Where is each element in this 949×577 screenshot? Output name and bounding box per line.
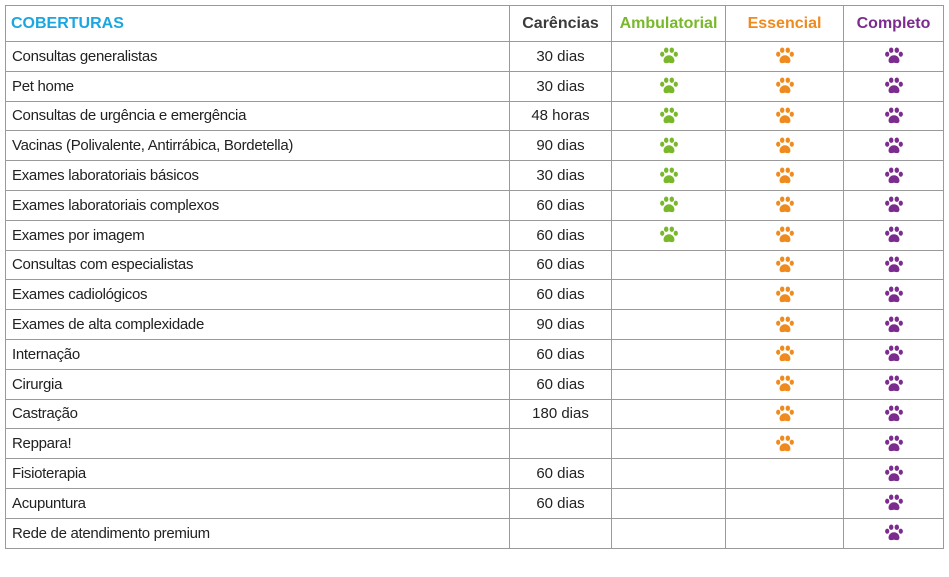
cell-completo: [844, 429, 944, 459]
paw-print-icon: [775, 435, 795, 453]
cell-completo: [844, 190, 944, 220]
paw-print-icon: [884, 524, 904, 542]
table-row: [6, 101, 944, 131]
cell-completo: [844, 280, 944, 310]
table-row: [6, 250, 944, 280]
paw-print-icon: [884, 47, 904, 65]
cell-essencial: [726, 161, 844, 191]
cell-essencial: [726, 220, 844, 250]
coverage-name: Exames laboratoriais básicos: [6, 161, 510, 191]
cell-ambulatorial: [612, 459, 726, 489]
cell-completo: [844, 131, 944, 161]
cell-ambulatorial: [612, 250, 726, 280]
cell-ambulatorial: [612, 488, 726, 518]
cell-ambulatorial: [612, 131, 726, 161]
table-row: [6, 71, 944, 101]
paw-print-icon: [659, 167, 679, 185]
table-row: [6, 161, 944, 191]
cell-ambulatorial: [612, 101, 726, 131]
table-row: [6, 399, 944, 429]
cell-essencial: [726, 399, 844, 429]
paw-print-icon: [884, 256, 904, 274]
waiting-period: 48 horas: [510, 101, 612, 131]
cell-essencial: [726, 429, 844, 459]
cell-essencial: [726, 250, 844, 280]
table-row: [6, 339, 944, 369]
paw-print-icon: [775, 77, 795, 95]
paw-print-icon: [775, 375, 795, 393]
cell-essencial: [726, 42, 844, 72]
paw-print-icon: [884, 375, 904, 393]
waiting-period: 60 dias: [510, 339, 612, 369]
coverage-table: [5, 5, 944, 549]
cell-completo: [844, 71, 944, 101]
cell-completo: [844, 310, 944, 340]
waiting-period: 90 dias: [510, 310, 612, 340]
paw-print-icon: [775, 226, 795, 244]
cell-ambulatorial: [612, 339, 726, 369]
cell-completo: [844, 250, 944, 280]
paw-print-icon: [884, 107, 904, 125]
paw-print-icon: [884, 316, 904, 334]
waiting-period: 60 dias: [510, 459, 612, 489]
cell-ambulatorial: [612, 518, 726, 548]
coverage-name: Fisioterapia: [6, 459, 510, 489]
cell-ambulatorial: [612, 42, 726, 72]
waiting-period: 30 dias: [510, 42, 612, 72]
cell-essencial: [726, 71, 844, 101]
coverage-name: Acupuntura: [6, 488, 510, 518]
header-waiting-period: Carências: [510, 6, 612, 42]
coverage-name: Exames de alta complexidade: [6, 310, 510, 340]
header-plan-essencial: Essencial: [726, 6, 844, 42]
paw-print-icon: [775, 256, 795, 274]
paw-print-icon: [884, 435, 904, 453]
waiting-period: 180 dias: [510, 399, 612, 429]
paw-print-icon: [884, 226, 904, 244]
paw-print-icon: [884, 137, 904, 155]
cell-ambulatorial: [612, 310, 726, 340]
paw-print-icon: [775, 196, 795, 214]
coverage-name: Reppara!: [6, 429, 510, 459]
paw-print-icon: [884, 465, 904, 483]
table-row: [6, 369, 944, 399]
cell-essencial: [726, 190, 844, 220]
coverage-name: Consultas com especialistas: [6, 250, 510, 280]
cell-essencial: [726, 131, 844, 161]
cell-essencial: [726, 369, 844, 399]
coverage-name: Consultas generalistas: [6, 42, 510, 72]
paw-print-icon: [884, 167, 904, 185]
cell-essencial: [726, 339, 844, 369]
table-row: [6, 488, 944, 518]
coverage-name: Exames laboratoriais complexos: [6, 190, 510, 220]
table-row: [6, 459, 944, 489]
header-coverage: COBERTURAS: [6, 6, 510, 42]
cell-ambulatorial: [612, 161, 726, 191]
cell-ambulatorial: [612, 280, 726, 310]
cell-completo: [844, 42, 944, 72]
paw-print-icon: [659, 107, 679, 125]
coverage-name: Castração: [6, 399, 510, 429]
waiting-period: 60 dias: [510, 190, 612, 220]
cell-ambulatorial: [612, 220, 726, 250]
table-row: [6, 310, 944, 340]
cell-completo: [844, 369, 944, 399]
waiting-period: 60 dias: [510, 250, 612, 280]
paw-print-icon: [659, 196, 679, 214]
cell-ambulatorial: [612, 71, 726, 101]
paw-print-icon: [659, 77, 679, 95]
cell-ambulatorial: [612, 399, 726, 429]
paw-print-icon: [659, 47, 679, 65]
paw-print-icon: [884, 196, 904, 214]
header-plan-completo: Completo: [844, 6, 944, 42]
waiting-period: [510, 429, 612, 459]
table-row: [6, 42, 944, 72]
cell-essencial: [726, 518, 844, 548]
header-plan-ambulatorial: Ambulatorial: [612, 6, 726, 42]
table-row: [6, 280, 944, 310]
cell-ambulatorial: [612, 190, 726, 220]
waiting-period: 60 dias: [510, 488, 612, 518]
cell-essencial: [726, 101, 844, 131]
cell-completo: [844, 161, 944, 191]
cell-completo: [844, 220, 944, 250]
table-row: [6, 220, 944, 250]
paw-print-icon: [775, 137, 795, 155]
paw-print-icon: [775, 47, 795, 65]
paw-print-icon: [775, 107, 795, 125]
cell-essencial: [726, 488, 844, 518]
header-row: [6, 6, 944, 42]
coverage-name: Consultas de urgência e emergência: [6, 101, 510, 131]
coverage-name: Pet home: [6, 71, 510, 101]
waiting-period: [510, 518, 612, 548]
table-row: [6, 190, 944, 220]
paw-print-icon: [884, 345, 904, 363]
paw-print-icon: [775, 345, 795, 363]
paw-print-icon: [884, 405, 904, 423]
cell-essencial: [726, 459, 844, 489]
table-row: [6, 429, 944, 459]
table-row: [6, 518, 944, 548]
paw-print-icon: [659, 137, 679, 155]
coverage-name: Vacinas (Polivalente, Antirrábica, Bordetella): [6, 131, 510, 161]
cell-completo: [844, 399, 944, 429]
paw-print-icon: [884, 494, 904, 512]
cell-essencial: [726, 310, 844, 340]
cell-completo: [844, 101, 944, 131]
coverage-name: Internação: [6, 339, 510, 369]
waiting-period: 60 dias: [510, 280, 612, 310]
coverage-name: Cirurgia: [6, 369, 510, 399]
coverage-name: Exames por imagem: [6, 220, 510, 250]
waiting-period: 30 dias: [510, 71, 612, 101]
waiting-period: 60 dias: [510, 220, 612, 250]
coverage-name: Exames cadiológicos: [6, 280, 510, 310]
coverage-name: Rede de atendimento premium: [6, 518, 510, 548]
paw-print-icon: [884, 286, 904, 304]
cell-completo: [844, 488, 944, 518]
paw-print-icon: [775, 167, 795, 185]
waiting-period: 30 dias: [510, 161, 612, 191]
cell-completo: [844, 459, 944, 489]
cell-ambulatorial: [612, 429, 726, 459]
paw-print-icon: [775, 316, 795, 334]
cell-completo: [844, 518, 944, 548]
table-row: [6, 131, 944, 161]
paw-print-icon: [775, 405, 795, 423]
cell-ambulatorial: [612, 369, 726, 399]
cell-essencial: [726, 280, 844, 310]
paw-print-icon: [884, 77, 904, 95]
cell-completo: [844, 339, 944, 369]
waiting-period: 90 dias: [510, 131, 612, 161]
paw-print-icon: [775, 286, 795, 304]
waiting-period: 60 dias: [510, 369, 612, 399]
paw-print-icon: [659, 226, 679, 244]
